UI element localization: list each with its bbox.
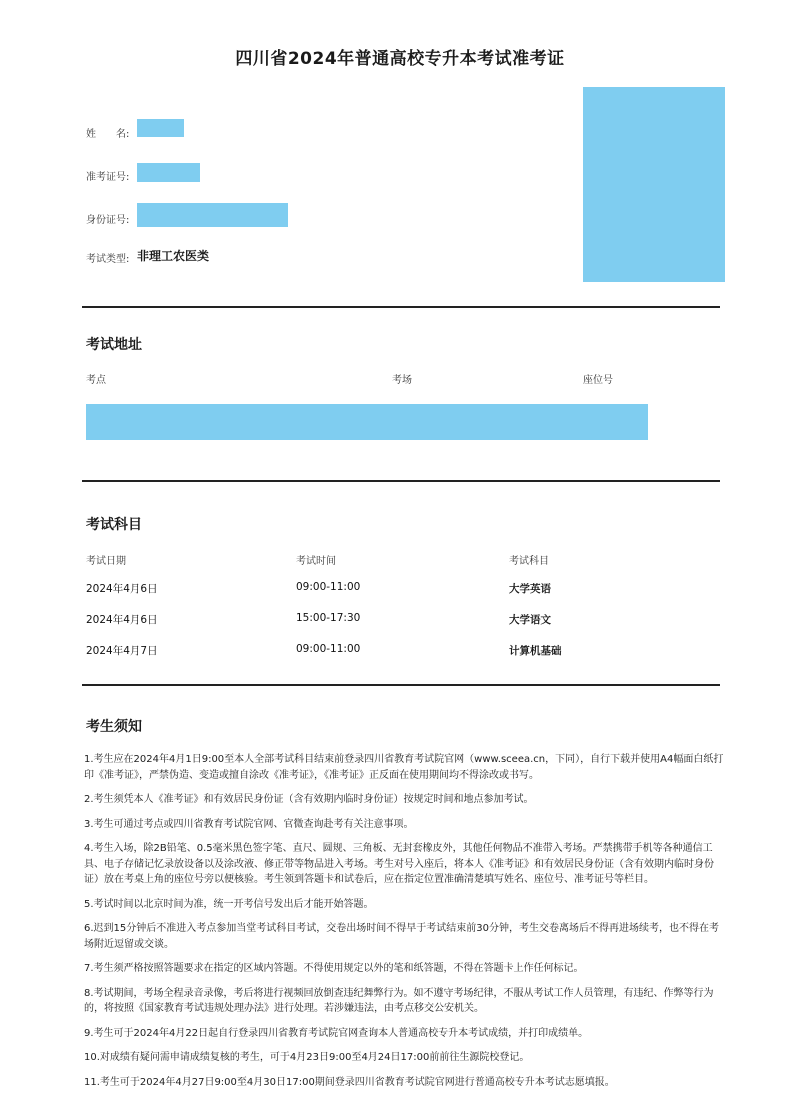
row2-subject: 大学语文 bbox=[509, 614, 551, 626]
exam-type-label: 考试类型: bbox=[86, 254, 130, 265]
divider-1 bbox=[82, 306, 720, 308]
subjects-col-time: 考试时间 bbox=[296, 556, 336, 567]
notice-item-10: 10.对成绩有疑问需申请成绩复核的考生，可于4月23日9:00至4月24日17:00前前往生源院校登记。 bbox=[84, 1052, 530, 1063]
row1-date: 2024年4月6日 bbox=[86, 583, 158, 595]
row2-date: 2024年4月6日 bbox=[86, 614, 158, 626]
name-redaction bbox=[137, 119, 184, 137]
notices-heading: 考生须知 bbox=[86, 719, 142, 735]
document-title: 四川省2024年普通高校专升本考试准考证 bbox=[235, 49, 565, 69]
address-redaction bbox=[86, 404, 648, 440]
ticket-number-label: 准考证号: bbox=[86, 172, 130, 183]
notice-item-3: 3.考生可通过考点或四川省教育考试院官网、官微查询赴考有关注意事项。 bbox=[84, 818, 414, 830]
subjects-col-subject: 考试科目 bbox=[509, 556, 549, 567]
notice-item-11: 11.考生可于2024年4月27日9:00至4月30日17:00期间登录四川省教育考试院官网进行普通高校专升本考试志愿填报。 bbox=[84, 1076, 615, 1088]
name-label: 姓 名: bbox=[86, 129, 130, 140]
divider-2 bbox=[82, 480, 720, 482]
notice-item-5: 5.考试时间以北京时间为准，统一开考信号发出后才能开始答题。 bbox=[84, 898, 374, 910]
address-heading: 考试地址 bbox=[86, 337, 142, 353]
notices-list bbox=[84, 752, 726, 1099]
address-col-room: 考场 bbox=[392, 375, 412, 386]
notice-item-8: 8.考试期间，考场全程录音录像，考后将进行视频回放倒查违纪舞弊行为。如不遵守考场纪律，不服从考试工作人员管理，有违纪、作弊等行为的，将按照《国家教育考试违规处理办法》进行处理。若涉嫌违法，由考点移交公安机关。 bbox=[84, 987, 714, 1014]
row1-time: 09:00-11:00 bbox=[296, 581, 361, 593]
address-col-seat: 座位号 bbox=[583, 375, 613, 386]
exam-type-value: 非理工农医类 bbox=[137, 249, 210, 263]
row3-date: 2024年4月7日 bbox=[86, 645, 158, 657]
row3-time: 09:00-11:00 bbox=[296, 643, 361, 655]
notice-item-9: 9.考生可于2024年4月22日起自行登录四川省教育考试院官网查询本人普通高校专升本考试成绩，并打印成绩单。 bbox=[84, 1027, 589, 1039]
row3-subject: 计算机基础 bbox=[509, 645, 562, 657]
id-number-redaction bbox=[137, 203, 288, 227]
divider-3 bbox=[82, 684, 720, 686]
notice-item-7: 7.考生须严格按照答题要求在指定的区域内答题。不得使用规定以外的笔和纸答题，不得在答题卡上作任何标记。 bbox=[84, 963, 584, 974]
id-number-label: 身份证号: bbox=[86, 215, 130, 226]
photo-redaction bbox=[583, 87, 725, 282]
notice-item-2: 2.考生须凭本人《准考证》和有效居民身份证（含有效期内临时身份证）按规定时间和地点参加考试。 bbox=[84, 794, 534, 805]
subjects-heading: 考试科目 bbox=[86, 517, 142, 533]
notice-item-1: 1.考生应在2024年4月1日9:00至本人全部考试科目结束前登录四川省教育考试院官网（www.sceea.cn，下同），自行下载并使用A4幅面白纸打印《准考证》，严禁伪造、变造或擅自涂改《准考证》，《准考证》正反面在使用期间均不得涂改或书写。 bbox=[84, 754, 724, 781]
address-col-site: 考点 bbox=[86, 375, 106, 386]
subjects-col-date: 考试日期 bbox=[86, 556, 126, 567]
row1-subject: 大学英语 bbox=[509, 583, 551, 595]
notice-item-6: 6.迟到15分钟后不准进入考点参加当堂考试科目考试，交卷出场时间不得早于考试结束前30分钟，考生交卷离场后不得再进场续考，也不得在考场附近逗留或交谈。 bbox=[84, 923, 719, 950]
row2-time: 15:00-17:30 bbox=[296, 612, 361, 624]
notice-item-4: 4.考生入场，除2B铅笔、0.5毫米黑色签字笔、直尺、圆规、三角板、无封套橡皮外，其他任何物品不准带入考场。严禁携带手机等各种通信工具、电子存储记忆录放设备以及涂改液、修正带等物品进入考场。考生对号入座后，将本人《准考证》和有效居民身份证（含有效期内临时身份证）放在考桌上角的座位号旁以便核验。考生领到答题卡和试卷后，应在指定位置准确清楚填写姓名、座位号、准考证号等栏目。 bbox=[84, 843, 714, 885]
ticket-number-redaction bbox=[137, 163, 200, 182]
